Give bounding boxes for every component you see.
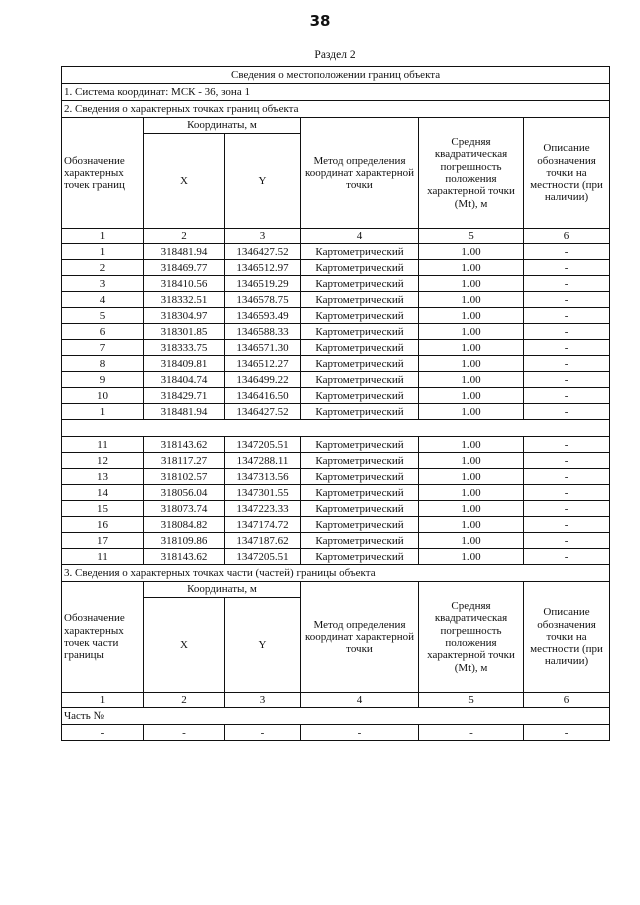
method-cell: Картометрический bbox=[301, 437, 419, 453]
coord-y-cell: 1347187.62 bbox=[225, 533, 301, 549]
description-cell: - bbox=[524, 372, 610, 388]
method-cell: Картометрический bbox=[301, 469, 419, 485]
table-row bbox=[62, 388, 610, 404]
column-number: 4 bbox=[301, 229, 419, 244]
column-numbers-row bbox=[62, 693, 610, 708]
description-cell: - bbox=[524, 324, 610, 340]
method-cell: Картометрический bbox=[301, 388, 419, 404]
method-cell: Картометрический bbox=[301, 372, 419, 388]
table-row bbox=[62, 292, 610, 308]
coord-x-cell: 318332.51 bbox=[144, 292, 225, 308]
header-coords-label: Координаты, м bbox=[144, 118, 301, 134]
coord-x-cell: 318410.56 bbox=[144, 276, 225, 292]
method-cell: Картометрический bbox=[301, 356, 419, 372]
description-cell: - bbox=[524, 404, 610, 420]
coord-y-cell: 1347313.56 bbox=[225, 469, 301, 485]
column-number: 1 bbox=[62, 229, 144, 244]
column-numbers-row bbox=[62, 229, 610, 244]
method-cell: Картометрический bbox=[301, 485, 419, 501]
accuracy-cell: 1.00 bbox=[419, 469, 524, 485]
coord-y-cell: 1347205.51 bbox=[225, 549, 301, 565]
coord-x-cell: 318429.71 bbox=[144, 388, 225, 404]
method-cell: Картометрический bbox=[301, 244, 419, 260]
point-number-cell: 5 bbox=[62, 308, 144, 324]
method-cell: Картометрический bbox=[301, 324, 419, 340]
coord-system: 1. Система координат: МСК - 36, зона 1 bbox=[62, 84, 610, 101]
coord-x-cell: 318056.04 bbox=[144, 485, 225, 501]
header-accuracy-label: Средняя квадратическая погрешность положения характерной точки (Mt), м bbox=[419, 582, 524, 693]
coord-y-cell: 1347223.33 bbox=[225, 501, 301, 517]
point-number-cell: 17 bbox=[62, 533, 144, 549]
header-method-label: Метод определения координат характерной точки bbox=[301, 582, 419, 693]
coord-x-cell: 318102.57 bbox=[144, 469, 225, 485]
coord-x-cell: 318469.77 bbox=[144, 260, 225, 276]
method-cell: Картометрический bbox=[301, 501, 419, 517]
method-cell: Картометрический bbox=[301, 260, 419, 276]
empty-cell: - bbox=[419, 725, 524, 741]
column-number: 5 bbox=[419, 229, 524, 244]
coord-x-cell: 318143.62 bbox=[144, 549, 225, 565]
header-description-label: Описание обозначения точки на местности (при наличии) bbox=[524, 582, 610, 693]
point-number-cell: 4 bbox=[62, 292, 144, 308]
point-number-cell: 11 bbox=[62, 437, 144, 453]
coord-system-row bbox=[62, 84, 610, 101]
description-cell: - bbox=[524, 340, 610, 356]
coord-y-cell: 1346427.52 bbox=[225, 244, 301, 260]
header-point-label: Обозначение характерных точек границ bbox=[62, 118, 144, 229]
header-x-label: X bbox=[144, 134, 225, 229]
coord-x-cell: 318117.27 bbox=[144, 453, 225, 469]
header-coords-label: Координаты, м bbox=[144, 582, 301, 598]
table-row bbox=[62, 501, 610, 517]
coord-x-cell: 318073.74 bbox=[144, 501, 225, 517]
description-cell: - bbox=[524, 517, 610, 533]
point-number-cell: 8 bbox=[62, 356, 144, 372]
method-cell: Картометрический bbox=[301, 404, 419, 420]
empty-cell: - bbox=[225, 725, 301, 741]
accuracy-cell: 1.00 bbox=[419, 437, 524, 453]
table-row bbox=[62, 356, 610, 372]
point-number-cell: 6 bbox=[62, 324, 144, 340]
description-cell: - bbox=[524, 356, 610, 372]
contour-2-rows bbox=[62, 437, 610, 565]
section-label: Раздел 2 bbox=[314, 49, 356, 61]
empty-cell: - bbox=[301, 725, 419, 741]
boundary-table bbox=[61, 66, 610, 741]
coord-x-cell: 318404.74 bbox=[144, 372, 225, 388]
part2-header-row bbox=[62, 118, 610, 134]
header-point-label bbox=[62, 582, 144, 693]
header-point-label-text: Обозначение характерных точек части границы bbox=[64, 612, 125, 662]
accuracy-cell: 1.00 bbox=[419, 372, 524, 388]
empty-cell: - bbox=[524, 725, 610, 741]
point-number-cell: 1 bbox=[62, 244, 144, 260]
coord-y-cell: 1347174.72 bbox=[225, 517, 301, 533]
contour-separator-row bbox=[62, 420, 610, 437]
part2-title-row bbox=[62, 101, 610, 118]
description-cell: - bbox=[524, 469, 610, 485]
page-number: 38 bbox=[309, 12, 331, 30]
column-number: 6 bbox=[524, 229, 610, 244]
table-title-row bbox=[62, 67, 610, 84]
coord-x-cell: 318333.75 bbox=[144, 340, 225, 356]
coord-y-cell: 1346593.49 bbox=[225, 308, 301, 324]
coord-y-cell: 1346519.29 bbox=[225, 276, 301, 292]
part3-title-row bbox=[62, 565, 610, 582]
method-cell: Картометрический bbox=[301, 292, 419, 308]
accuracy-cell: 1.00 bbox=[419, 356, 524, 372]
part-number-label: Часть № bbox=[62, 708, 610, 725]
point-number-cell: 14 bbox=[62, 485, 144, 501]
method-cell: Картометрический bbox=[301, 517, 419, 533]
empty-cell: - bbox=[144, 725, 225, 741]
coord-y-cell: 1346416.50 bbox=[225, 388, 301, 404]
coord-y-cell: 1346427.52 bbox=[225, 404, 301, 420]
point-number-cell: 16 bbox=[62, 517, 144, 533]
table-row bbox=[62, 308, 610, 324]
coord-x-cell: 318084.82 bbox=[144, 517, 225, 533]
accuracy-cell: 1.00 bbox=[419, 485, 524, 501]
table-row bbox=[62, 340, 610, 356]
point-number-cell: 10 bbox=[62, 388, 144, 404]
method-cell: Картометрический bbox=[301, 276, 419, 292]
accuracy-cell: 1.00 bbox=[419, 388, 524, 404]
point-number-cell: 2 bbox=[62, 260, 144, 276]
column-number: 3 bbox=[225, 693, 301, 708]
coord-x-cell: 318304.97 bbox=[144, 308, 225, 324]
table-row bbox=[62, 260, 610, 276]
coord-y-cell: 1346499.22 bbox=[225, 372, 301, 388]
column-number: 2 bbox=[144, 693, 225, 708]
coord-y-cell: 1347205.51 bbox=[225, 437, 301, 453]
table-row bbox=[62, 276, 610, 292]
part3-title: 3. Сведения о характерных точках части (частей) границы объекта bbox=[62, 565, 610, 582]
point-number-cell: 13 bbox=[62, 469, 144, 485]
header-y-label: Y bbox=[225, 598, 301, 693]
header-description-label: Описание обозначения точки на местности (при наличии) bbox=[524, 118, 610, 229]
description-cell: - bbox=[524, 453, 610, 469]
coord-x-cell: 318109.86 bbox=[144, 533, 225, 549]
method-cell: Картометрический bbox=[301, 340, 419, 356]
coord-x-cell: 318481.94 bbox=[144, 244, 225, 260]
coord-x-cell: 318481.94 bbox=[144, 404, 225, 420]
coord-y-cell: 1346588.33 bbox=[225, 324, 301, 340]
accuracy-cell: 1.00 bbox=[419, 404, 524, 420]
column-number: 4 bbox=[301, 693, 419, 708]
table-row bbox=[62, 469, 610, 485]
part3-empty-row bbox=[62, 725, 610, 741]
accuracy-cell: 1.00 bbox=[419, 517, 524, 533]
column-number: 5 bbox=[419, 693, 524, 708]
point-number-cell: 15 bbox=[62, 501, 144, 517]
part3-header-row bbox=[62, 582, 610, 598]
empty-cell: - bbox=[62, 725, 144, 741]
coord-y-cell: 1346512.27 bbox=[225, 356, 301, 372]
accuracy-cell: 1.00 bbox=[419, 453, 524, 469]
table-row bbox=[62, 453, 610, 469]
column-number: 3 bbox=[225, 229, 301, 244]
description-cell: - bbox=[524, 437, 610, 453]
coord-x-cell: 318143.62 bbox=[144, 437, 225, 453]
point-number-cell: 12 bbox=[62, 453, 144, 469]
accuracy-cell: 1.00 bbox=[419, 276, 524, 292]
description-cell: - bbox=[524, 276, 610, 292]
table-row bbox=[62, 324, 610, 340]
contour-separator bbox=[62, 420, 610, 437]
point-number-cell: 3 bbox=[62, 276, 144, 292]
description-cell: - bbox=[524, 501, 610, 517]
accuracy-cell: 1.00 bbox=[419, 340, 524, 356]
table-row bbox=[62, 244, 610, 260]
point-number-cell: 11 bbox=[62, 549, 144, 565]
method-cell: Картометрический bbox=[301, 308, 419, 324]
coord-y-cell: 1346512.97 bbox=[225, 260, 301, 276]
header-y-label: Y bbox=[225, 134, 301, 229]
column-number: 1 bbox=[62, 693, 144, 708]
table-row bbox=[62, 404, 610, 420]
header-x-label: X bbox=[144, 598, 225, 693]
accuracy-cell: 1.00 bbox=[419, 292, 524, 308]
accuracy-cell: 1.00 bbox=[419, 324, 524, 340]
accuracy-cell: 1.00 bbox=[419, 549, 524, 565]
table-row bbox=[62, 437, 610, 453]
table-title: Сведения о местоположении границ объекта bbox=[62, 67, 610, 84]
accuracy-cell: 1.00 bbox=[419, 244, 524, 260]
method-cell: Картометрический bbox=[301, 533, 419, 549]
coord-x-cell: 318409.81 bbox=[144, 356, 225, 372]
table-row bbox=[62, 549, 610, 565]
point-number-cell: 7 bbox=[62, 340, 144, 356]
method-cell: Картометрический bbox=[301, 453, 419, 469]
description-cell: - bbox=[524, 388, 610, 404]
description-cell: - bbox=[524, 533, 610, 549]
accuracy-cell: 1.00 bbox=[419, 533, 524, 549]
column-number: 2 bbox=[144, 229, 225, 244]
table-row bbox=[62, 485, 610, 501]
header-method-label: Метод определения координат характерной точки bbox=[301, 118, 419, 229]
description-cell: - bbox=[524, 292, 610, 308]
accuracy-cell: 1.00 bbox=[419, 308, 524, 324]
description-cell: - bbox=[524, 549, 610, 565]
part2-title: 2. Сведения о характерных точках границ объекта bbox=[62, 101, 610, 118]
accuracy-cell: 1.00 bbox=[419, 501, 524, 517]
coord-y-cell: 1347288.11 bbox=[225, 453, 301, 469]
point-number-cell: 9 bbox=[62, 372, 144, 388]
header-accuracy-label: Средняя квадратическая погрешность положения характерной точки (Mt), м bbox=[419, 118, 524, 229]
coord-y-cell: 1346578.75 bbox=[225, 292, 301, 308]
coord-y-cell: 1346571.30 bbox=[225, 340, 301, 356]
part-number-row bbox=[62, 708, 610, 725]
contour-1-rows bbox=[62, 244, 610, 420]
column-number: 6 bbox=[524, 693, 610, 708]
table-row bbox=[62, 517, 610, 533]
point-number-cell: 1 bbox=[62, 404, 144, 420]
description-cell: - bbox=[524, 485, 610, 501]
table-row bbox=[62, 372, 610, 388]
method-cell: Картометрический bbox=[301, 549, 419, 565]
coord-y-cell: 1347301.55 bbox=[225, 485, 301, 501]
description-cell: - bbox=[524, 260, 610, 276]
coord-x-cell: 318301.85 bbox=[144, 324, 225, 340]
description-cell: - bbox=[524, 244, 610, 260]
accuracy-cell: 1.00 bbox=[419, 260, 524, 276]
table-row bbox=[62, 533, 610, 549]
description-cell: - bbox=[524, 308, 610, 324]
